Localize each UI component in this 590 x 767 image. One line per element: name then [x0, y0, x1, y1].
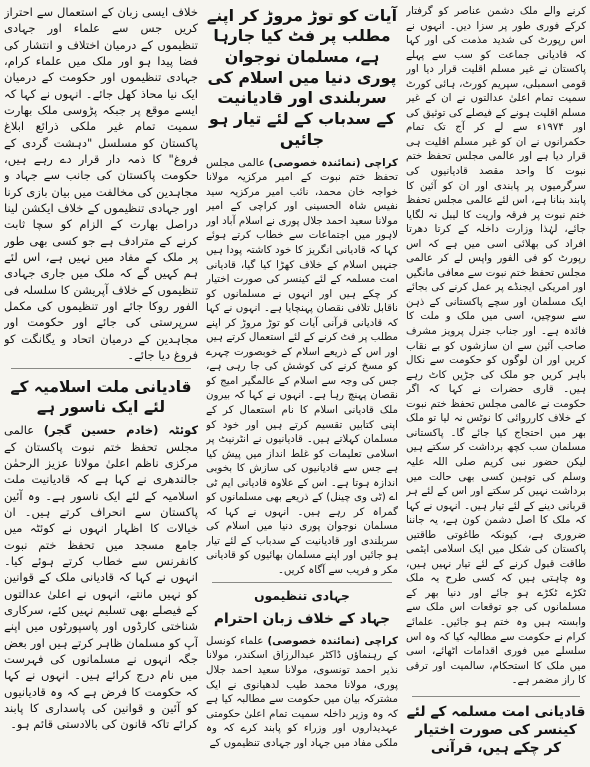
- section-divider: [412, 696, 580, 697]
- main-article-dateline: کراچی (نمائندہ خصوصی): [268, 156, 398, 169]
- right-column-body: کرنے والے ملک دشمن عناصر کو گرفتار کرکے فوری طور پر سزا دیں۔ انہوں نے اس رپورٹ کی شدید مذمت کی اور کہا کہ قادیانی جماعت کو سب سے پہلے پاکستان نے غیر مسلم اقلیت قرار دیا اور قومی اسمبلی، سپریم کورٹ، ہائی کورٹ سمیت تمام اعلیٰ عدالتوں نے ان کے غیر مسلم اقلیت ہونے کے فیصلے کی توثیق کی اور ۱۹۷۴ء سے لے کر آج تک تمام حکمرانوں نے ان کو غیر مسلم اقلیت ہی قرار دیا ہے اور عالمی مجلس تحفظ ختم نبوت کا واحد مقصد قادیانیوں کی سرگرمیوں پر پابندی اور ان کو آئین کا پابند بنانا ہے، اس لئے عالمی مجلس تحفظ ختم نبوت پر فرقہ واریت کا لیبل نہ لگایا جائے، لہٰذا وزارت داخلہ کے کرتا دھرتا افراد کی بھلائی اسی میں ہے کہ اس رپورٹ کو فی الفور واپس لے کر عالمی مجلس تحفظ ختم نبوت سے معافی مانگیں اور امریکی ایجنڈے پر عمل کرنے کی بجائے ایک مسلمان اور سچے پاکستانی کے ذہن سے سوچیں، اسی میں ملک و ملت کا فائدہ ہے۔ اور جناب جنرل پرویز مشرف صاحب آئین سے ان سازشوں کو بے نقاب کریں اور ان لوگوں کو حکومت سے نکال باہر کریں جو ملک کی جڑیں کاٹ رہے ہیں۔ قاری حضرات نے کہا کہ اگر حکومت نے عالمی مجلس تحفظ ختم نبوت کے خلاف کارروائی کا نوٹس نہ لیا تو ملک بھر میں احتجاج کیا جائے گا۔ پاکستانی مسلمان سب کچھ برداشت کر سکتے ہیں لیکن حضور نبی کریم صلی اللہ علیہ وسلم کی توہین کسی بھی حالت میں برداشت نہیں کر سکتے اور اس کے لئے ہر قربانی دینے کے لئے تیار ہیں۔ انہوں نے کہا کہ ملک کا اصل دشمن کون ہے، یہ جاننا ضروری ہے، کیونکہ طاغوتی طاقتیں پاکستان کی شکل میں ایک اسلامی ایٹمی طاقت قبول کرنے کے لئے تیار نہیں ہیں، وہ چاہتی ہیں کہ کسی طرح یہ ملک ٹکڑے ٹکڑے ہو جائے اور دنیا بھر کے مسلمانوں کی جو توقعات اس ملک سے وابستہ ہیں وہ ختم ہو جائیں۔ علمائے کرام نے حکومت سے مطالبہ کیا کہ وہ اس سلسلے میں فوری اقدامات اٹھائے، اسی میں ملک کا استحکام، سالمیت اور ترقی کا راز مضمر ہے۔: [406, 5, 586, 687]
- main-article-body: [206, 156, 398, 578]
- left-column: [4, 4, 198, 763]
- left-article-body: [4, 422, 198, 732]
- left-column-headline: قادیانی ملت اسلامیہ کے لئے ایک ناسور ہے: [10, 377, 192, 416]
- middle-column: [206, 4, 398, 763]
- section-kicker: جہادی تنظیموں: [254, 589, 350, 604]
- section-article-text: علماء کونسل کے رہنماؤں ڈاکٹر عبدالرزاق اسکندر، مولانا نذیر احمد تونسوی، مولانا سعید احمد جلال پوری، مولانا محمد طیب لدھیانوی نے ایک مشترکہ بیان میں حکومت سے مطالبہ کیا ہے کہ وہ وزیر داخلہ سمیت تمام اعلیٰ حکومتی عہدیداروں اور وزراء کو پابند کرے کہ وہ ملکی مفاد میں جہاد اور جہادی تنظیموں کے: [206, 634, 398, 749]
- section-divider: [11, 368, 191, 369]
- section-headline: جہاد کے خلاف زبان احترام: [213, 611, 391, 628]
- main-article-text: عالمی مجلس تحفظ ختم نبوت کے امیر مرکزیہ مولانا خواجہ خان محمد، نائب امیر مرکزیہ سید نفیس شاہ الحسینی اور کراچی کے امیر مولانا سعید احمد جلال پوری نے اسلام آباد اور لاہور میں اجتماعات سے خطاب کرتے ہوئے کہا کہ قادیانی انگریز کا خود کاشتہ پودا ہیں جنہیں اسلام کے خلاف کھڑا کیا گیا، قادیانی امت مسلمہ کے لئے کینسر کی صورت اختیار کر چکے ہیں اور انہوں نے مسلمانوں کو ناقابل تلافی نقصان پہنچایا ہے۔ انہوں نے کہا کہ قادیانی قرآنی آیات کو توڑ مروڑ کر اپنے مطلب پر فٹ کرنے کے لئے استعمال کرتے ہیں اور اس کے ذریعے اسلام کے خوبصورت چہرے کو مسخ کرنے کی کوشش کی جا رہی ہے، جس کی وجہ سے اسلام کے عالمگیر امیج کو نقصان پہنچ رہا ہے۔ انہوں نے کہا کہ بیرون ملک قادیانی اسلام کا نام استعمال کر کے اپنی کتابیں تقسیم کرتے ہیں اور خود کو مسلمان کہلاتے ہیں۔ قادیانیوں نے انٹرنیٹ پر اسلامی تعلیمات کو غلط انداز میں پیش کیا ہے جس سے قادیانیوں کی سازش کا بخوبی اندازہ ہوتا ہے۔ اس کے علاوہ قادیانی ایم ٹی اے (ٹی وی چینل) کے ذریعے بھی مسلمانوں کو گمراہ کر رہے ہیں۔ انہوں نے کہا کہ مسلمان نوجوان پوری دنیا میں اسلام کی سربلندی اور قادیانیت کے سدباب کے لئے تیار ہو جائیں اور اپنے مسلمان بھائیوں کو قادیانی مکر و فریب سے آگاہ کریں۔: [206, 156, 398, 577]
- left-column-top-body: خلاف ایسی زبان کے استعمال سے احتراز کریں جس سے علماء اور جہادی تنظیموں کے درمیان اختلاف و انتشار کی فضا پیدا ہو اور ملک میں علماء کرام، جہادی تنظیموں اور حکومت کے درمیان ایک نیا محاذ کھل جائے۔ انہوں نے کہا کہ ایسے موقع پر جبکہ پڑوسی ملک بھارت سمیت تمام غیر ملکی ذرائع ابلاغ پاکستان کو مسلسل "دہشت گردی کے فروغ" کا ذمہ دار قرار دے رہے ہیں، حکومت پاکستان کی جانب سے جہاد و مجاہدین کی مخالفت میں بیان بازی کرنا اور جہادی تنظیموں کے خلاف ایکشن لینا دراصل بھارت کے الزام کو سچا ثابت کرنے کے مترادف ہے جو کسی بھی طور پر ملک کے مفاد میں نہیں ہے، اس لئے ہم کہیں گے کہ ملک میں جاری جہادی تنظیموں کے خلاف آپریشن کا سلسلہ فی الفور روکا جائے اور تنظیموں کی مکمل سرپرستی کی جائے اور حکومت اور مجاہدین کے درمیان اتحاد و یگانگت کو فروغ دیا جائے۔: [4, 5, 198, 362]
- right-column: [406, 4, 586, 763]
- main-headline: آیات کو توڑ مروڑ کر اپنے مطلب پر فٹ کیا جارہا ہے، مسلمان نوجوان پوری دنیا میں اسلام کی سربلندی اور قادیانیت کے سدباب کے لئے تیار ہو جائیں: [206, 5, 398, 149]
- section-article-body: [206, 634, 398, 750]
- left-article-text: عالمی مجلس تحفظ ختم نبوت پاکستان کے مرکزی ناظم اعلیٰ مولانا عزیز الرحمٰن جالندھری نے کہا ہے کہ قادیانیت ملت اسلامیہ کے لئے ایک ناسور ہے۔ وہ آئین پاکستان سے انحراف کرتے ہیں۔ ان خیالات کا اظہار انہوں نے کوئٹہ میں جامع مسجد میں تحفظ ختم نبوت کانفرنس سے خطاب کرتے ہوئے کیا۔ انہوں نے کہا کہ قادیانی ملک کے قوانین کو نہیں مانتے، انہوں نے اعلیٰ عدالتوں کے فیصلے بھی تسلیم نہیں کئے، سرکاری شناختی کارڈوں اور پاسپورٹوں میں اپنے آپ کو مسلمان ظاہر کرتے ہیں اور بعض جگہ انہوں نے مسلمانوں کی فہرست میں نام درج کرائے ہیں۔ انہوں نے کہا کہ حکومت کا فرض ہے کہ وہ قادیانیوں کو آئین و قوانین کی پاسداری کا پابند کرائے تاکہ قانون کی بالادستی قائم ہو۔: [4, 423, 198, 732]
- section-article-dateline: کراچی (نمائندہ خصوصی): [267, 634, 398, 647]
- section-divider: [212, 582, 392, 583]
- left-article-dateline: کوئٹہ (خادم حسین گجر): [43, 423, 198, 438]
- right-column-headline: قادیانی امت مسلمہ کے لئے کینسر کی صورت اختیار کر چکے ہیں، قرآنی: [406, 704, 586, 757]
